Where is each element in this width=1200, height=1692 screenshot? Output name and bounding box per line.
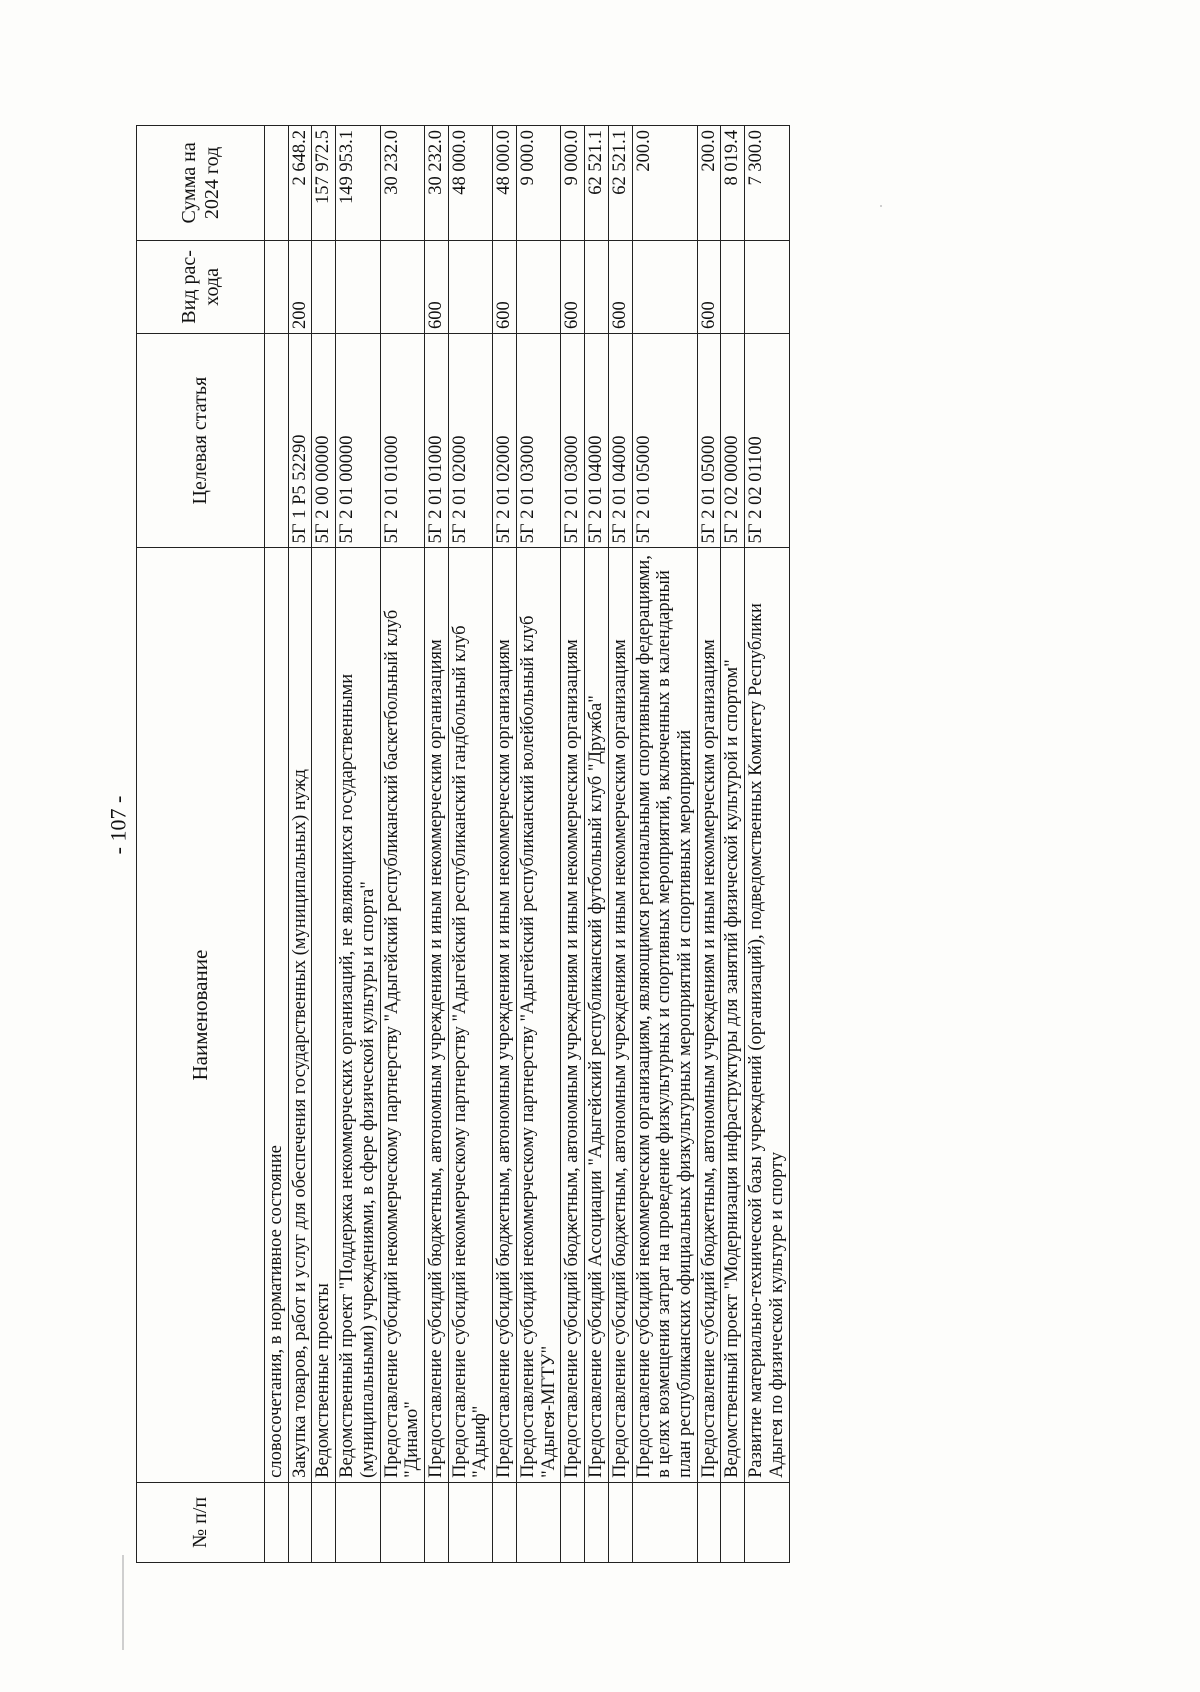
cell-name: Предоставление субсидий некоммерческому партнерству "Адыгейский республиканский волейбольный клуб "Адыгея-МГТУ" [516, 548, 560, 1483]
cell-name: Предоставление субсидий некоммерческим организациям, являющимся региональными спортивными федерациями, в целях возмещения затрат на проведение физкультурных и спортивных мероприятий, включенных в календарный план республиканских официальных физкультурных мероприятий и спортивных мероприятий [632, 548, 697, 1483]
cell-code: 5Г 2 01 02000 [493, 333, 517, 547]
cell-vid: 600 [697, 240, 721, 333]
header-name: Наименование [137, 548, 265, 1483]
cell-code: 5Г 2 01 05000 [697, 333, 721, 547]
cell-num [721, 1482, 745, 1562]
cell-sum: 62 521.1 [585, 126, 609, 241]
cell-name: Ведомственные проекты [312, 548, 336, 1483]
budget-table [136, 125, 790, 1563]
cell-code: 5Г 2 02 00000 [721, 333, 745, 547]
cell-vid [265, 240, 289, 333]
table-row [493, 126, 517, 1563]
cell-vid: 200 [288, 240, 312, 333]
header-code: Целевая статья [137, 333, 265, 547]
table-row [608, 126, 632, 1563]
cell-name: Предоставление субсидий бюджетным, автономным учреждениям и иным некоммерческим организациям [697, 548, 721, 1483]
cell-vid [380, 240, 424, 333]
cell-sum: 48 000.0 [448, 126, 492, 241]
cell-num [288, 1482, 312, 1562]
cell-name: Предоставление субсидий бюджетным, автономным учреждениям и иным некоммерческим организациям [425, 548, 449, 1483]
cell-code: 5Г 2 02 01100 [745, 333, 789, 547]
table-row [448, 126, 492, 1563]
cell-num [336, 1482, 380, 1562]
cell-code: 5Г 2 01 01000 [380, 333, 424, 547]
cell-name: Закупка товаров, работ и услуг для обеспечения государственных (муниципальных) нужд [288, 548, 312, 1483]
cell-code: 5Г 2 01 04000 [608, 333, 632, 547]
cell-code: 5Г 2 01 05000 [632, 333, 697, 547]
cell-sum: 9 000.0 [561, 126, 585, 241]
table-row [425, 126, 449, 1563]
cell-code: 5Г 2 01 03000 [561, 333, 585, 547]
table-row [585, 126, 609, 1563]
cell-code: 5Г 2 01 03000 [516, 333, 560, 547]
cell-num [265, 1482, 289, 1562]
header-num: № п/п [137, 1482, 265, 1562]
cell-code: 5Г 2 01 04000 [585, 333, 609, 547]
table-row [745, 126, 789, 1563]
table-header-row [137, 126, 265, 1563]
page-number-box [96, 780, 140, 870]
cell-vid: 600 [608, 240, 632, 333]
cell-code: 5Г 2 01 02000 [448, 333, 492, 547]
cell-name: Предоставление субсидий бюджетным, автономным учреждениям и иным некоммерческим организациям [608, 548, 632, 1483]
scan-artifact-line [122, 1555, 124, 1650]
cell-sum: 8 019.4 [721, 126, 745, 241]
table-row [312, 126, 336, 1563]
table-row [265, 126, 289, 1563]
cell-name: Предоставление субсидий Ассоциации "Адыгейский республиканский футбольный клуб "Дружба" [585, 548, 609, 1483]
cell-num [425, 1482, 449, 1562]
cell-sum: 62 521.1 [608, 126, 632, 241]
cell-vid [721, 240, 745, 333]
cell-name: Предоставление субсидий некоммерческому партнерству "Адыгейский республиканский гандбольный клуб "Адыиф" [448, 548, 492, 1483]
cell-code: 5Г 2 01 00000 [336, 333, 380, 547]
cell-name: Развитие материально-технической базы учреждений (организаций), подведомственных Комитету Республики Адыгея по физической культуре и спорту [745, 548, 789, 1483]
cell-vid [516, 240, 560, 333]
cell-name: Предоставление субсидий бюджетным, автономным учреждениям и иным некоммерческим организациям [493, 548, 517, 1483]
rotated-table-wrapper [136, 125, 1056, 1563]
header-sum: Сумма на 2024 год [137, 126, 265, 241]
table-row [632, 126, 697, 1563]
cell-vid [448, 240, 492, 333]
table-body [265, 126, 790, 1563]
cell-name: Ведомственный проект "Поддержка некоммерческих организаций, не являющихся государственными (муниципальными) учреждениями, в сфере физической культуры и спорта" [336, 548, 380, 1483]
table-row [288, 126, 312, 1563]
cell-vid [312, 240, 336, 333]
cell-vid [585, 240, 609, 333]
table-row [380, 126, 424, 1563]
cell-num [448, 1482, 492, 1562]
cell-sum: 9 000.0 [516, 126, 560, 241]
cell-code: 5Г 2 01 01000 [425, 333, 449, 547]
cell-vid [632, 240, 697, 333]
page-number: - 107 - [105, 795, 130, 855]
cell-num [697, 1482, 721, 1562]
cell-name: Предоставление субсидий некоммерческому партнерству "Адыгейский республиканский баскетбольный клуб "Динамо" [380, 548, 424, 1483]
cell-name: Предоставление субсидий бюджетным, автономным учреждениям и иным некоммерческим организациям [561, 548, 585, 1483]
table-row [721, 126, 745, 1563]
cell-sum: 200.0 [697, 126, 721, 241]
cell-num [380, 1482, 424, 1562]
table-row [697, 126, 721, 1563]
cell-sum: 7 300.0 [745, 126, 789, 241]
cell-sum [265, 126, 289, 241]
cell-sum: 48 000.0 [493, 126, 517, 241]
cell-vid: 600 [493, 240, 517, 333]
table-row [561, 126, 585, 1563]
cell-num [561, 1482, 585, 1562]
cell-sum: 30 232.0 [425, 126, 449, 241]
table-row [516, 126, 560, 1563]
cell-code [265, 333, 289, 547]
cell-sum: 157 972.5 [312, 126, 336, 241]
cell-sum: 200.0 [632, 126, 697, 241]
budget-table-area [136, 125, 1056, 1563]
cell-sum: 149 953.1 [336, 126, 380, 241]
table-row [336, 126, 380, 1563]
header-vid: Вид рас-хода [137, 240, 265, 333]
cell-name: Ведомственный проект "Модернизация инфраструктуры для занятий физической культурой и спортом" [721, 548, 745, 1483]
cell-num [493, 1482, 517, 1562]
cell-code: 5Г 2 00 00000 [312, 333, 336, 547]
cell-code: 5Г 1 P5 52290 [288, 333, 312, 547]
cell-vid [336, 240, 380, 333]
cell-sum: 2 648.2 [288, 126, 312, 241]
cell-num [608, 1482, 632, 1562]
cell-name: словосочетания, в нормативное состояние [265, 548, 289, 1483]
cell-num [516, 1482, 560, 1562]
cell-num [745, 1482, 789, 1562]
cell-vid: 600 [561, 240, 585, 333]
cell-num [585, 1482, 609, 1562]
cell-vid: 600 [425, 240, 449, 333]
cell-num [312, 1482, 336, 1562]
cell-num [632, 1482, 697, 1562]
cell-sum: 30 232.0 [380, 126, 424, 241]
cell-vid [745, 240, 789, 333]
